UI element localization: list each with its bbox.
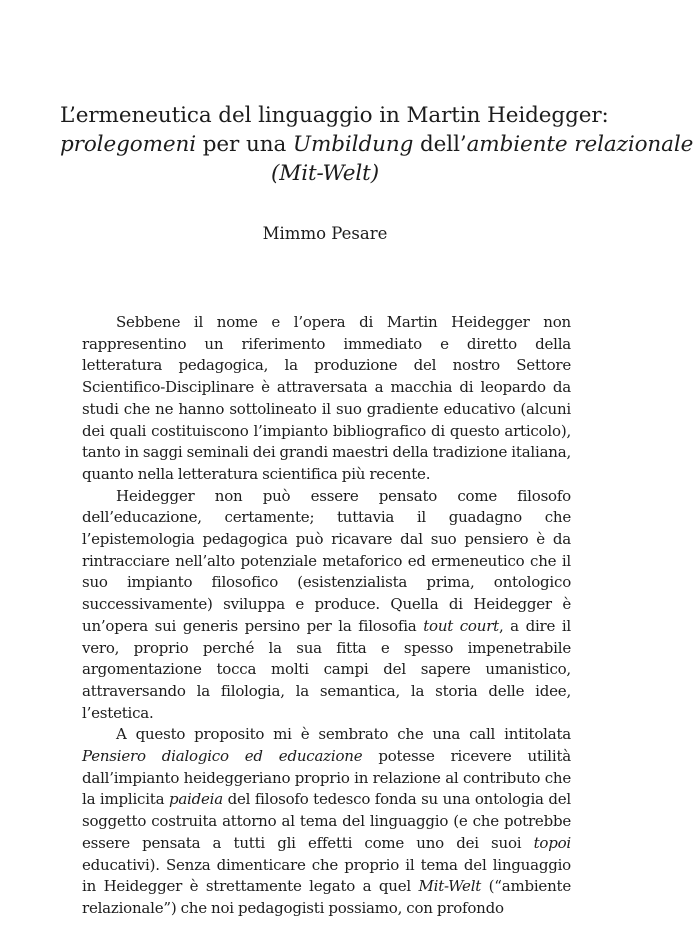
paragraph-text: A questo proposito mi è sembrato che una call intitolata (116, 725, 571, 744)
title-text: per una (196, 132, 293, 157)
italic-term: Pensiero dialogico ed educazione (82, 747, 363, 766)
title-italic-prolegomeni: prolegomeni (60, 132, 197, 157)
paragraph-text: potesse ricevere utilità dall’impianto heideggeriano proprio in relazione al contributo che la implicita (82, 747, 571, 809)
title-italic-ambiente: ambiente relazionale (466, 132, 693, 157)
paragraph-text: Heidegger non può essere pensato come filosofo dell’educazione, certamente; tuttavia il guadagno che l’epistemologia pedagogica può ricavare dal suo pensiero è da rintracciare nell’alto potenziale metaforico ed ermeneutico che il suo impianto filosofico (esistenzialista prima, ontologico successivamente) sviluppa e produce. Quella di Heidegger è un’opera sui generis persino per la filosofia (82, 486, 571, 635)
paragraph-text: del filosofo tedesco fonda su una ontologia del soggetto costruita attorno al tema del linguaggio (e che potrebbe essere pensata a tutti gli effetti come uno dei suoi (82, 790, 571, 852)
title-text: dell’ (413, 132, 467, 157)
italic-term: tout court (423, 616, 499, 635)
title-line-3: (Mit-Welt) (271, 161, 379, 186)
article-title (60, 101, 693, 188)
paragraph-1 (82, 312, 571, 486)
paragraph-text: Sebbene il nome e l’opera di Martin Heidegger non rappresentino un riferimento immediato e diretto della letteratura pedagogica, la produzione del nostro Settore Scientifico-Disciplinare è attraversata a macchia di leopardo da studi che ne hanno sottolineato il suo gradiente educativo (alcuni dei quali costituiscono l’impianto bibliografico di questo articolo), tanto in saggi seminali dei grandi maestri della tradizione italiana, quanto nella letteratura scientifica più recente. (82, 313, 572, 483)
paragraph-2 (82, 486, 571, 725)
body-text (82, 312, 571, 920)
title-line-1: L’ermeneutica del linguaggio in Martin Heidegger: (60, 103, 609, 128)
title-line-2 (60, 130, 693, 159)
italic-term: paideia (168, 790, 223, 809)
paragraph-text: , a dire il vero, proprio perché la sua fitta e spesso impenetrabile argomentazione tocca molti campi del sapere umanistico, attraversando la filologia, la semantica, la storia delle idee, l’estetica. (82, 616, 572, 722)
italic-term: Mit-Welt (418, 877, 482, 896)
title-italic-umbildung: Umbildung (292, 132, 414, 157)
paragraph-text: (“ambiente relazionale”) che noi pedagogisti possiamo, con profondo (82, 877, 571, 917)
italic-term: topoi (533, 833, 571, 852)
paragraph-text: educativi). Senza dimenticare che proprio il tema del linguaggio in Heidegger è strettamente legato a quel (82, 855, 571, 896)
paragraph-3 (82, 724, 571, 919)
author-name: Mimmo Pesare (262, 224, 388, 243)
